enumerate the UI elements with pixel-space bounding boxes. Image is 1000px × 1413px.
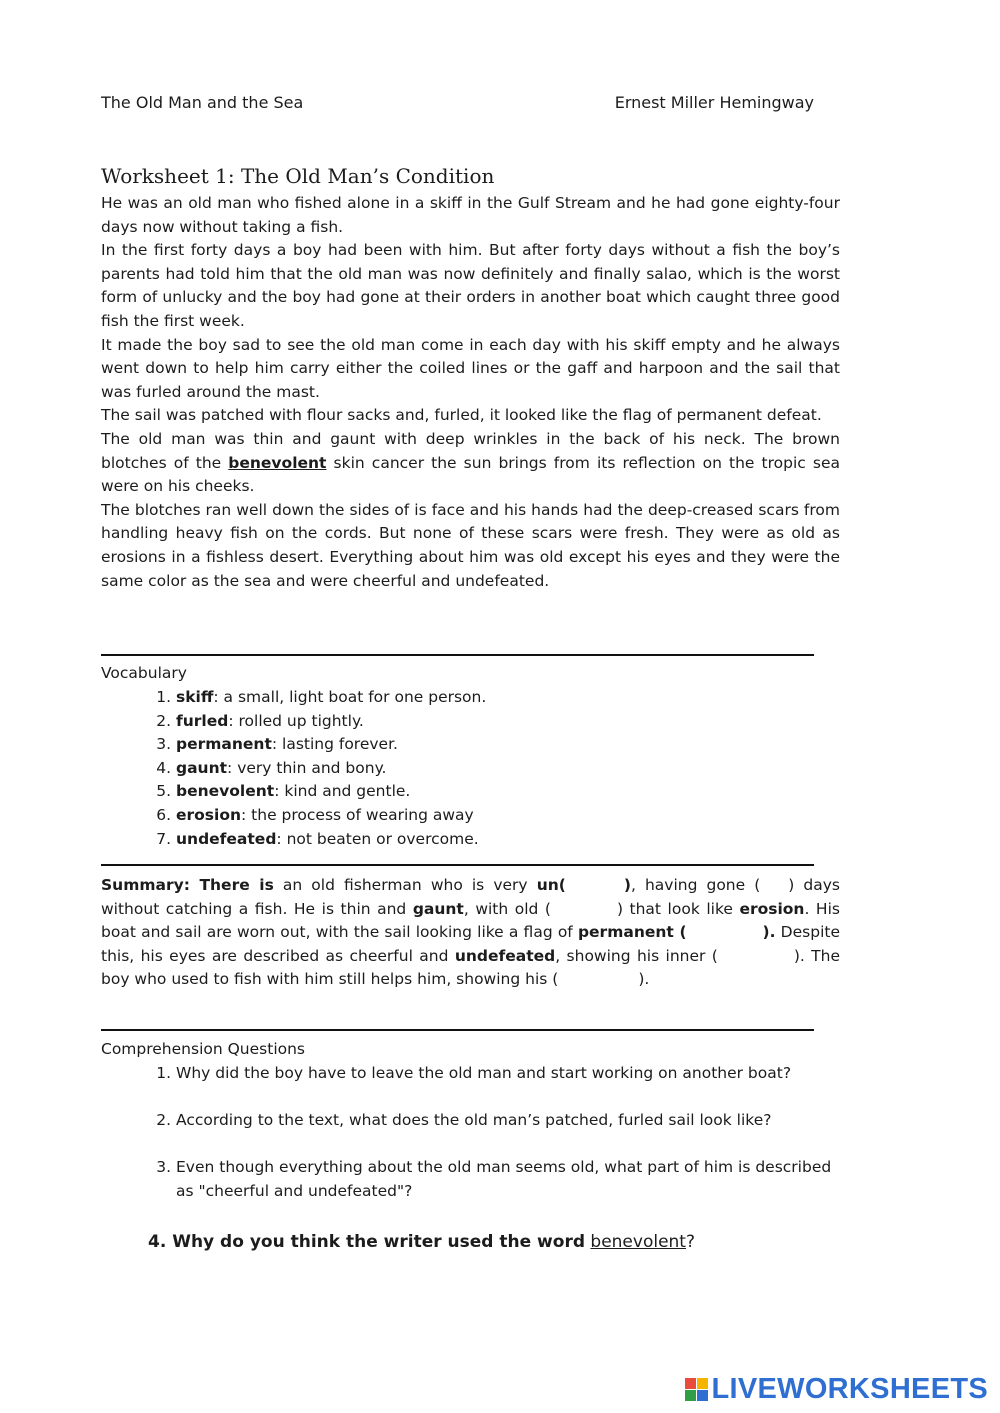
vocab-term: benevolent: [176, 782, 275, 801]
text-run: gaunt: [412, 899, 464, 918]
text-run: ).: [762, 923, 776, 942]
vocab-definition: : very thin and bony.: [227, 758, 387, 777]
vocab-term: erosion: [176, 805, 242, 824]
vocab-term: furled: [176, 711, 229, 730]
text-run: , showing his inner (: [555, 946, 718, 965]
story-paragraph: The sail was patched with flour sacks and, furled, it looked like the flag of permanent defeat.: [101, 406, 822, 425]
text-run: Despite this, his eyes are described as cheerful and: [101, 923, 840, 965]
text-run: ) days without catching a fish. He is thin and: [101, 876, 841, 918]
story-paragraph: It made the boy sad to see the old man come in each day with his skiff empty and he always went down to help him carry either the coiled lines or the gaff and harpoon and the sail that was furled around the mast.: [101, 335, 840, 401]
divider: [101, 1029, 814, 1031]
text-run: an old fisherman who is very: [273, 876, 537, 894]
liveworksheets-logo: [685, 1371, 989, 1407]
highlighted-word: benevolent: [590, 1232, 686, 1252]
vocabulary-item: [176, 757, 841, 781]
vocab-definition: : lasting forever.: [271, 735, 398, 754]
story-paragraph: The blotches ran well down the sides of is face and his hands had the deep-creased scars from handling heavy fish on the cords. But none of these scars were fresh. They were as old as erosions in a fishless desert. Everything about him was old except his eyes and they were the same color as the sea and were cheerful and undefeated.: [101, 500, 840, 590]
divider: [101, 864, 814, 866]
text-run: permanent (: [577, 923, 687, 942]
text-run: The old man was thin and gaunt with deep wrinkles in the back of his neck. The brown blotches of the: [101, 429, 840, 472]
text-run: undefeated: [454, 946, 556, 965]
vocab-definition: : rolled up tightly.: [228, 711, 364, 730]
vocabulary-item: [176, 710, 841, 734]
vocab-definition: : the process of wearing away: [241, 805, 474, 824]
logo-mark-icon: [685, 1378, 708, 1401]
vocabulary-item: [176, 686, 841, 710]
book-title: The Old Man and the Sea: [101, 93, 304, 112]
worksheet-title: Worksheet 1: The Old Man’s Condition: [101, 164, 495, 188]
logo-square: [685, 1378, 696, 1389]
comprehension-question: 1. Why did the boy have to leave the old man and start working on another boat?: [176, 1062, 841, 1086]
vocab-definition: : a small, light boat for one person.: [213, 688, 487, 706]
vocabulary-item: [176, 780, 841, 804]
story-paragraph: He was an old man who fished alone in a skiff in the Gulf Stream and he had gone eighty-four days now without taking a fish.: [101, 194, 840, 236]
logo-text: LIVEWORKSHEETS: [711, 1372, 988, 1405]
vocabulary-item: [176, 804, 841, 828]
comprehension-title: Comprehension Questions: [101, 1040, 306, 1058]
vocab-definition: : kind and gentle.: [274, 782, 411, 801]
text-run: un(: [536, 876, 566, 894]
author-name: Ernest Miller Hemingway: [614, 93, 814, 112]
vocabulary-item: [176, 733, 841, 757]
vocabulary-title: Vocabulary: [101, 664, 187, 682]
text-run: ) that look like: [616, 899, 740, 918]
logo-square: [697, 1390, 708, 1401]
story-text: [101, 192, 840, 593]
logo-square: [685, 1390, 696, 1401]
text-run: ). The boy who used to fish with him still helps him, showing his (: [101, 946, 841, 989]
summary-label: Summary: There is: [101, 876, 274, 894]
text-run: . His boat and sail are worn out, with the sail looking like a flag of: [101, 899, 840, 942]
vocab-term: permanent: [176, 735, 272, 754]
vocab-definition: : not beaten or overcome.: [276, 829, 479, 848]
question-text: 4. Why do you think the writer used the word: [148, 1232, 585, 1252]
text-run: ): [623, 876, 631, 894]
vocab-term: skiff: [176, 688, 214, 706]
text-run: erosion: [739, 899, 805, 918]
question-4: [148, 1232, 695, 1252]
question-mark: ?: [685, 1232, 696, 1252]
question-list: [101, 1062, 841, 1227]
story-paragraph: In the first forty days a boy had been with him. But after forty days without a fish the boy’s parents had told him that the old man was now definitely and finally salao, which is the worst form of unlucky and the boy had gone at their orders in another boat which caught three good fish the first week.: [101, 241, 840, 330]
vocab-term: gaunt: [176, 758, 228, 777]
comprehension-question: 3. Even though everything about the old man seems old, what part of him is described as "cheerful and undefeated"?: [176, 1156, 841, 1203]
logo-square: [697, 1378, 708, 1389]
text-run: ).: [638, 970, 650, 989]
text-run: , with old (: [463, 899, 551, 918]
vocab-term: undefeated: [176, 829, 277, 848]
highlighted-word: benevolent: [228, 453, 327, 472]
divider: [101, 654, 814, 656]
text-run: , having gone (: [630, 876, 761, 894]
story-paragraph: [101, 428, 840, 499]
vocabulary-item: [176, 828, 841, 852]
summary-paragraph: [101, 874, 840, 992]
text-run: skin cancer the sun brings from its reflection on the tropic sea were on his cheeks.: [101, 453, 840, 496]
vocabulary-list: [101, 686, 841, 851]
comprehension-question: 2. According to the text, what does the old man’s patched, furled sail look like?: [176, 1109, 841, 1133]
